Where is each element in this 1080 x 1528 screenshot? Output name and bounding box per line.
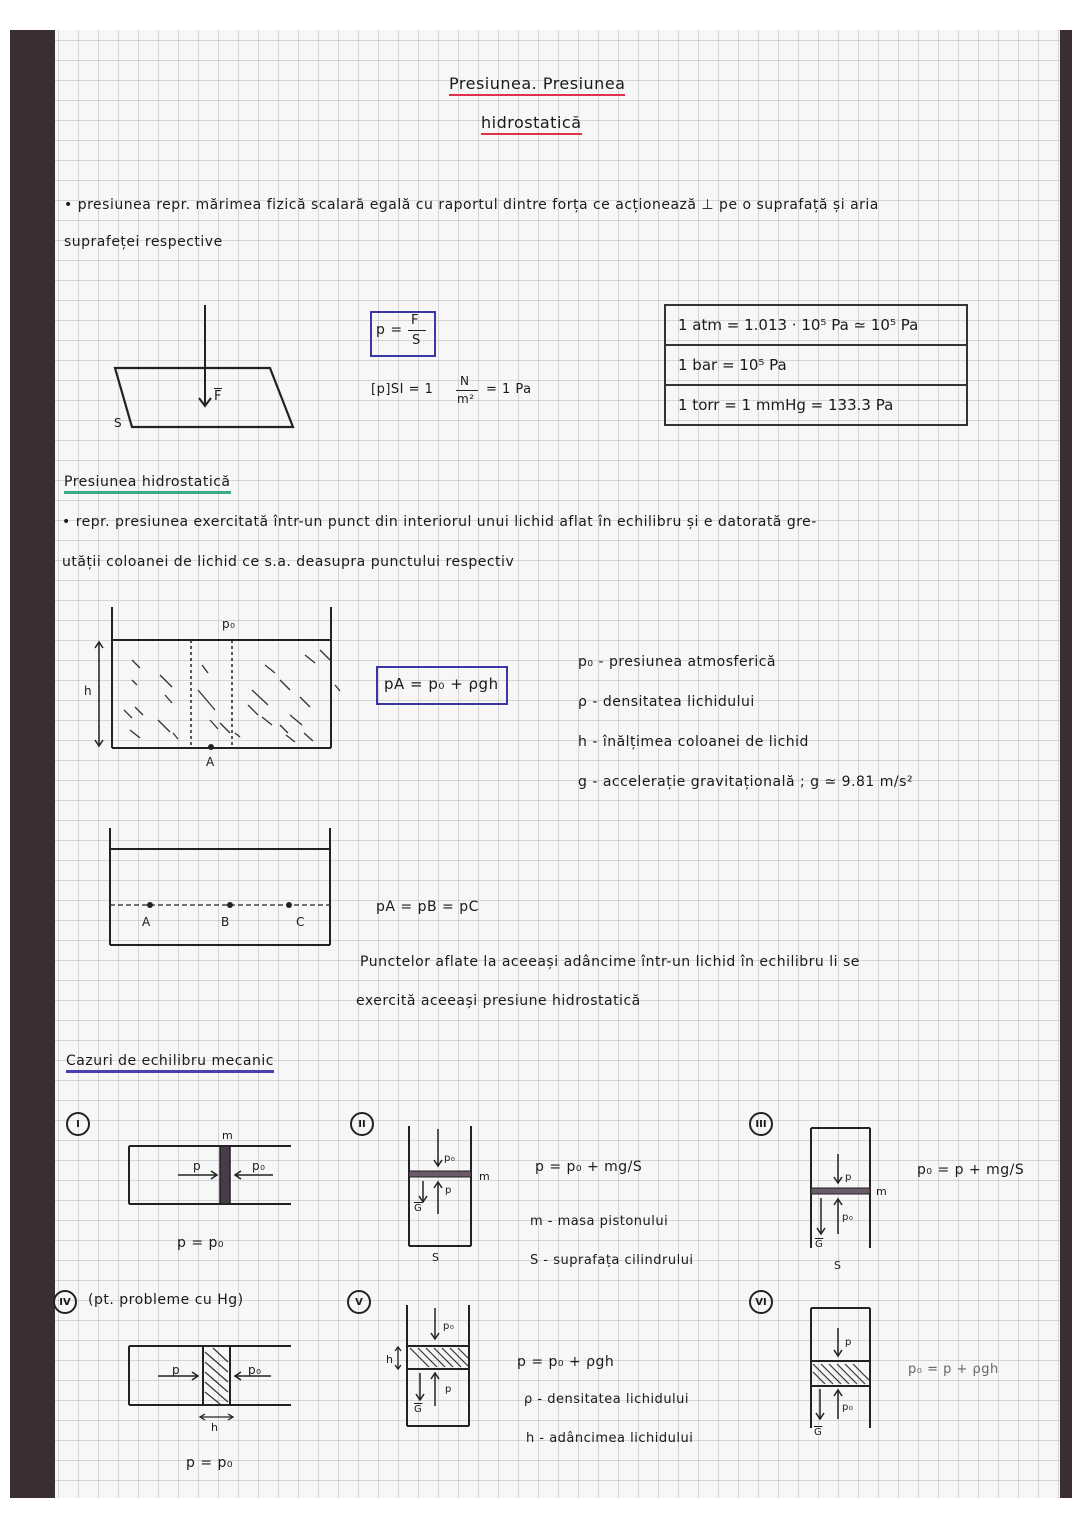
hydro-def-line1: • repr. presiunea exercitată într-un punct din interiorul unui lichid aflat în echilibru și e datorată gre- [62, 514, 817, 530]
equal-depth-note-line1: Punctelor aflate la aceeași adâncime într-un lichid în echilibru li se [360, 954, 860, 970]
case-number-4: IV [53, 1290, 77, 1314]
case-4-subtitle: (pt. probleme cu Hg) [88, 1292, 244, 1308]
page-title-line2: hidrostatică [481, 115, 582, 135]
case-4-h-label: h [211, 1421, 219, 1434]
case-2-diagram [405, 1124, 475, 1249]
case-2-mass-label: m [479, 1170, 491, 1183]
si-unit-num: N [460, 374, 470, 388]
case-number-5: V [347, 1290, 371, 1314]
case-5-weight-label: $\overline{G}$ [414, 1404, 423, 1415]
tank-point-a-label: A [206, 755, 215, 769]
case-2-formula: p = p₀ + mg/S [535, 1159, 643, 1175]
case-3-weight-label: $\overline{G}$ [815, 1239, 824, 1250]
case-2-inside-label: p [445, 1185, 452, 1196]
pressure-formula-den: S [412, 333, 421, 348]
binder-edge-left [10, 30, 56, 1498]
case-3-mass-label: m [876, 1185, 888, 1198]
point-a-label: A [142, 915, 151, 929]
case-4-result: p = p₀ [186, 1455, 234, 1471]
case-6-weight-label: $\overline{G}$ [814, 1427, 823, 1438]
hydro-def-line2: utății coloanei de lichid ce s.a. deasupra punctului respectiv [62, 554, 515, 570]
case-5-top-label: p₀ [443, 1321, 455, 1332]
fraction-bar [456, 390, 478, 391]
case-2-note2: S - suprafața cilindrului [530, 1253, 694, 1268]
case-6-top-label: p [845, 1337, 852, 1348]
point-b-label: B [221, 915, 230, 929]
cases-heading: Cazuri de echilibru mecanic [66, 1054, 274, 1073]
pressure-formula-num: F [411, 313, 419, 328]
case-1-diagram [125, 1142, 295, 1207]
legend-h: h - înălțimea coloanei de lichid [578, 734, 809, 750]
case-2-surface-label: S [432, 1251, 440, 1264]
equal-depth-diagram [108, 826, 333, 948]
case-3-top-label: p [845, 1172, 852, 1183]
si-unit-lhs: [p]SI = 1 [371, 382, 434, 397]
case-6-formula: p₀ = p + ρgh [908, 1362, 999, 1377]
units-row-bar: 1 bar = 10⁵ Pa [666, 346, 966, 386]
case-number-1: I [66, 1112, 90, 1136]
case-number-3: III [749, 1112, 773, 1136]
force-label: $\overline{F}$ [214, 389, 222, 404]
definition-line2: suprafeței respective [64, 234, 223, 250]
si-unit-rhs: = 1 Pa [486, 382, 532, 397]
case-4-diagram [125, 1342, 295, 1422]
case-3-formula: p₀ = p + mg/S [917, 1162, 1025, 1178]
case-6-inside-label: p₀ [842, 1402, 854, 1413]
case-number-2: II [350, 1112, 374, 1136]
tank-p0-label: p₀ [222, 617, 236, 631]
equal-depth-note-line2: exercită aceeași presiune hidrostatică [356, 993, 641, 1009]
hydro-heading: Presiunea hidrostatică [64, 475, 231, 494]
case-1-left-pressure: p [193, 1159, 202, 1173]
tank-diagram [90, 605, 340, 760]
equal-depth-formula: pA = pB = pC [376, 899, 479, 915]
units-row-atm: 1 atm = 1.013 · 10⁵ Pa ≃ 10⁵ Pa [666, 306, 966, 346]
units-row-torr: 1 torr = 1 mmHg = 133.3 Pa [678, 396, 894, 414]
case-1-right-pressure: p₀ [252, 1159, 266, 1173]
case-3-inside-label: p₀ [842, 1212, 854, 1223]
case-4-right-pressure: p₀ [248, 1363, 262, 1377]
point-c-label: C [296, 915, 305, 929]
case-4-left-pressure: p [172, 1363, 181, 1377]
tank-h-label: h [84, 684, 93, 698]
pressure-formula-lhs: p = [376, 322, 403, 338]
legend-rho: ρ - densitatea lichidului [578, 694, 755, 710]
hydro-formula: pA = p₀ + ρgh [384, 675, 499, 693]
case-5-diagram [385, 1303, 480, 1428]
case-number-6: VI [749, 1290, 773, 1314]
case-3-diagram [808, 1126, 873, 1251]
case-5-note2: h - adâncimea lichidului [526, 1431, 694, 1446]
binder-edge-right [1058, 30, 1072, 1498]
case-5-note1: ρ - densitatea lichidului [524, 1392, 690, 1407]
case-5-h-label: h [386, 1353, 394, 1366]
fraction-bar [408, 330, 426, 331]
case-5-inside-label: p [445, 1384, 452, 1395]
case-5-formula: p = p₀ + ρgh [517, 1354, 615, 1370]
case-1-result: p = p₀ [177, 1235, 225, 1251]
si-unit-den: m² [457, 392, 475, 406]
force-on-surface-diagram [110, 300, 300, 432]
units-table [664, 304, 968, 426]
page-title-line1: Presiunea. Presiunea [449, 76, 625, 96]
legend-g: g - accelerație gravitațională ; g ≃ 9.81 m/s² [578, 774, 914, 790]
case-2-note1: m - masa pistonului [530, 1214, 669, 1229]
case-1-mass-label: m [222, 1129, 234, 1142]
case-2-weight-label: $\overline{G}$ [414, 1203, 423, 1214]
legend-p0: p₀ - presiunea atmosferică [578, 654, 777, 670]
case-2-top-label: p₀ [444, 1153, 456, 1164]
definition-line1: • presiunea repr. mărimea fizică scalară egală cu raportul dintre forța ce acționează ⊥ pe o suprafață și aria [64, 197, 879, 213]
surface-label: S [114, 416, 123, 430]
case-3-surface-label: S [834, 1259, 842, 1272]
case-6-diagram [808, 1306, 873, 1431]
